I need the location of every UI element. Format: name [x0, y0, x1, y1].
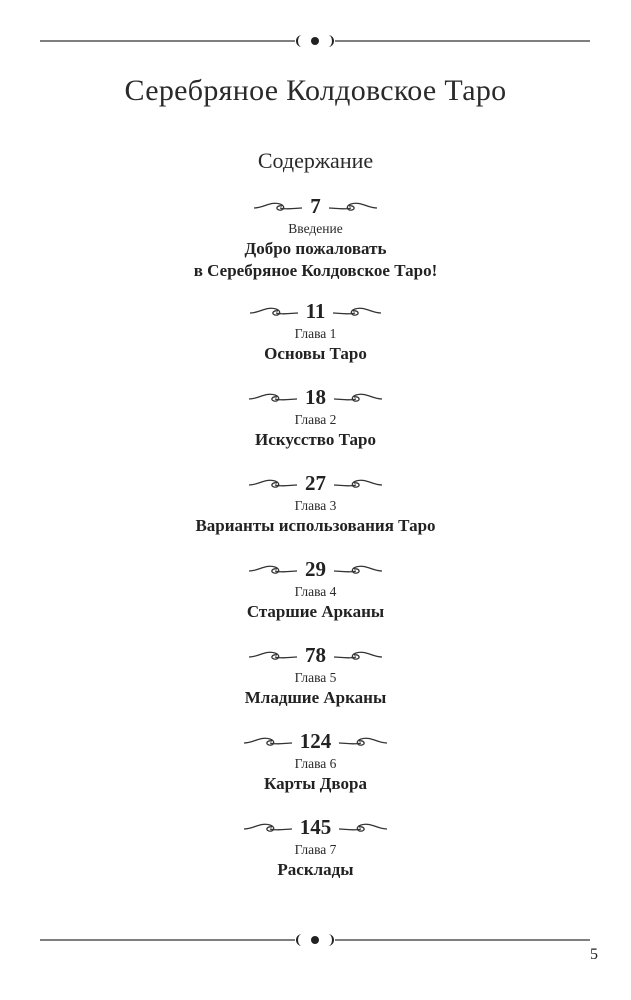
chapter-title-line: в Серебряное Колдовское Таро!: [193, 261, 438, 280]
chapter-title-line: Искусство Таро: [255, 430, 376, 449]
right-flourish-icon: [332, 648, 384, 662]
chapter-title-line: Расклады: [277, 860, 354, 879]
page-number: 11: [305, 299, 326, 323]
chapter-title-line: Старшие Арканы: [246, 602, 385, 621]
left-flourish-icon: [242, 734, 294, 748]
top-moon-rule: [40, 34, 590, 48]
left-flourish-icon: [252, 199, 304, 213]
chapter-label: Глава 3: [294, 498, 337, 513]
left-flourish-icon: [247, 648, 299, 662]
page-number: 27: [305, 471, 326, 495]
chapter-label: Глава 5: [294, 670, 337, 685]
chapter-title-line: Младшие Арканы: [244, 688, 387, 707]
right-flourish-icon: [332, 476, 384, 490]
page-number: 145: [299, 815, 332, 839]
right-flourish-icon: [331, 304, 383, 318]
right-flourish-icon: [327, 199, 379, 213]
page-number: 7: [310, 194, 321, 218]
chapter-label: Глава 2: [294, 412, 337, 427]
left-flourish-icon: [247, 562, 299, 576]
contents-entry[interactable]: [0, 299, 631, 365]
right-flourish-icon: [337, 820, 389, 834]
contents-entry[interactable]: [0, 729, 631, 795]
bottom-moon-rule: [40, 933, 590, 947]
double-crescent-moon-icon: [296, 934, 334, 946]
page-number: 124: [299, 729, 332, 753]
chapter-title-line: Карты Двора: [264, 774, 367, 793]
chapter-title-line: Основы Таро: [264, 344, 367, 363]
chapter-label: Глава 1: [294, 326, 337, 341]
contents-entry[interactable]: [0, 471, 631, 537]
book-title: Серебряное Колдовское Таро: [124, 74, 507, 107]
contents-entry[interactable]: [0, 643, 631, 709]
chapter-title-line: Варианты использования Таро: [195, 516, 436, 535]
chapter-label: Введение: [288, 221, 343, 236]
chapter-title-line: Добро пожаловать: [244, 239, 387, 258]
contents-entry[interactable]: [0, 815, 631, 881]
left-flourish-icon: [247, 476, 299, 490]
contents-entry[interactable]: [0, 385, 631, 451]
page-number: 29: [305, 557, 326, 581]
chapter-label: Глава 4: [294, 584, 337, 599]
chapter-label: Глава 6: [294, 756, 337, 771]
right-flourish-icon: [332, 390, 384, 404]
double-crescent-moon-icon: [296, 35, 334, 47]
right-flourish-icon: [332, 562, 384, 576]
left-flourish-icon: [247, 390, 299, 404]
page-number: 78: [305, 643, 326, 667]
left-flourish-icon: [242, 820, 294, 834]
page-number: 18: [305, 385, 326, 409]
right-flourish-icon: [337, 734, 389, 748]
contents-entry[interactable]: [0, 557, 631, 623]
left-flourish-icon: [248, 304, 300, 318]
contents-heading: Содержание: [257, 148, 374, 173]
contents-entry[interactable]: [0, 194, 631, 282]
page-folio: 5: [590, 946, 598, 963]
chapter-label: Глава 7: [294, 842, 337, 857]
